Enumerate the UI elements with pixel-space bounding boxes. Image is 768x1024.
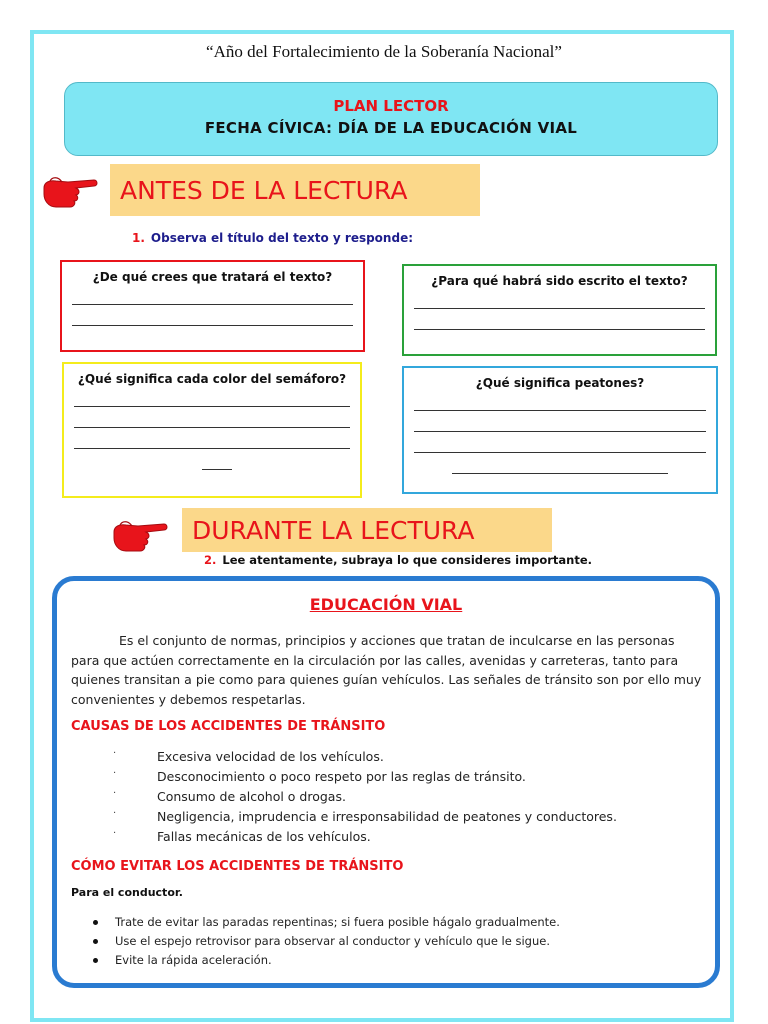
answer-line[interactable]	[414, 288, 705, 309]
question-4: ¿Qué significa peatones?	[475, 376, 645, 390]
antes-title: ANTES DE LA LECTURA	[120, 175, 408, 205]
causes-title: CAUSAS DE LOS ACCIDENTES DE TRÁNSITO	[71, 719, 386, 734]
bullet-icon	[93, 920, 98, 925]
cause-text: Excesiva velocidad de los vehículos.	[157, 749, 384, 764]
bullet-icon	[93, 939, 98, 944]
reading-box	[52, 576, 720, 988]
bullet: ·	[113, 788, 117, 799]
question-1: ¿De qué crees que tratará el texto?	[92, 270, 333, 284]
causes-list	[113, 747, 617, 847]
motto: “Año del Fortalecimiento de la Soberanía Nacional”	[206, 42, 562, 61]
bullet-icon	[93, 958, 98, 963]
list-item	[113, 787, 617, 807]
answer-line[interactable]	[72, 284, 353, 305]
header-box	[64, 82, 718, 156]
cause-text: Fallas mecánicas de los vehículos.	[157, 829, 371, 844]
answer-line[interactable]	[74, 386, 350, 407]
plan-title: PLAN LECTOR	[333, 97, 449, 115]
answer-line[interactable]	[202, 449, 232, 470]
pointing-hand-icon	[42, 172, 98, 212]
instruction-2-num: 2.	[204, 553, 217, 567]
instruction-2-text: Lee atentamente, subraya lo que consideres importante.	[222, 553, 592, 567]
bullet: ·	[113, 748, 117, 759]
list-item	[89, 932, 560, 951]
list-item	[89, 913, 560, 932]
cause-text: Negligencia, imprudencia e irresponsabilidad de peatones y conductores.	[157, 809, 617, 824]
reading-title: EDUCACIÓN VIAL	[309, 595, 463, 614]
answer-line[interactable]	[74, 407, 350, 428]
answer-line[interactable]	[414, 432, 706, 453]
tip-text: Use el espejo retrovisor para observar al conductor y vehículo que le sigue.	[115, 934, 550, 948]
reading-paragraph: Es el conjunto de normas, principios y acciones que tratan de inculcarse en las personas para que actúen correctamente en la circulación por las calles, avenidas y carreteras, tanto para quienes transitan a pie como para quienes guían vehículos. Las señales de tránsito son por ello muy convenientes y debemos respetarlas.	[71, 633, 702, 707]
answer-line[interactable]	[414, 390, 706, 411]
bullet: ·	[113, 828, 117, 839]
question-box-4	[402, 366, 718, 494]
question-box-3	[62, 362, 362, 498]
answer-line[interactable]	[414, 411, 706, 432]
instruction-1	[132, 231, 413, 245]
fecha-civica: FECHA CÍVICA: DÍA DE LA EDUCACIÓN VIAL	[204, 119, 578, 137]
list-item	[113, 747, 617, 767]
answer-line[interactable]	[74, 428, 350, 449]
question-2: ¿Para qué habrá sido escrito el texto?	[431, 274, 688, 288]
answer-line[interactable]	[414, 309, 705, 330]
question-box-2	[402, 264, 717, 356]
question-box-1	[60, 260, 365, 352]
instruction-1-text: Observa el título del texto y responde:	[150, 231, 413, 245]
list-item	[89, 951, 560, 970]
bullet: ·	[113, 768, 117, 779]
instruction-2	[204, 553, 592, 567]
bullet: ·	[113, 808, 117, 819]
driver-tips-list	[89, 913, 560, 970]
question-3: ¿Qué significa cada color del semáforo?	[77, 372, 347, 386]
antes-banner	[110, 164, 480, 216]
durante-title: DURANTE LA LECTURA	[192, 515, 475, 545]
instruction-1-num: 1.	[132, 231, 145, 245]
durante-banner	[182, 508, 552, 552]
tip-text: Evite la rápida aceleración.	[115, 953, 272, 967]
driver-heading: Para el conductor.	[71, 886, 183, 899]
list-item	[113, 827, 617, 847]
tip-text: Trate de evitar las paradas repentinas; si fuera posible hágalo gradualmente.	[115, 915, 560, 929]
cause-text: Consumo de alcohol o drogas.	[157, 789, 346, 804]
pointing-hand-icon	[112, 516, 168, 556]
cause-text: Desconocimiento o poco respeto por las reglas de tránsito.	[157, 769, 526, 784]
answer-line[interactable]	[72, 305, 353, 326]
list-item	[113, 767, 617, 787]
answer-line[interactable]	[452, 453, 668, 474]
avoid-title: CÓMO EVITAR LOS ACCIDENTES DE TRÁNSITO	[71, 859, 404, 874]
list-item	[113, 807, 617, 827]
